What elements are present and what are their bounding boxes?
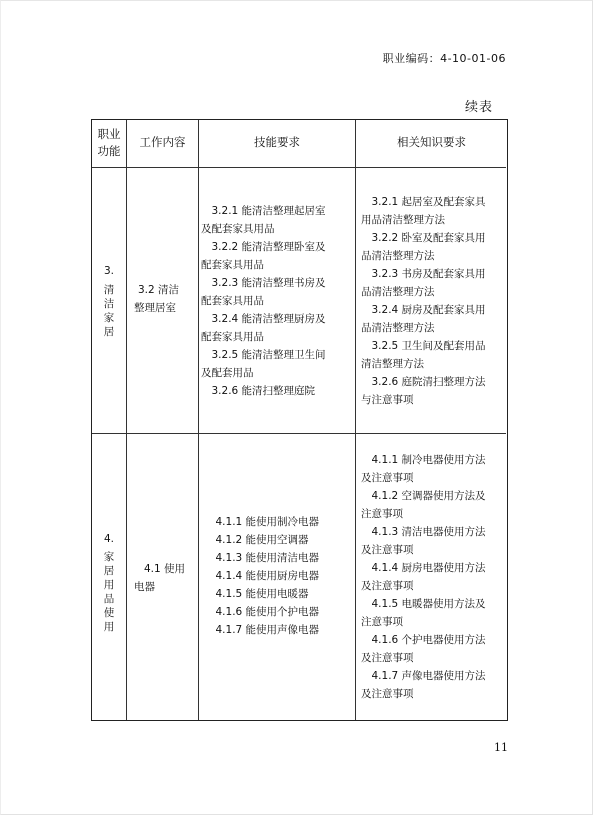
knowledge-line: 注意事项 xyxy=(361,508,403,520)
work-content-line: 整理居室 xyxy=(134,302,176,314)
skill-line: 及配套家具用品 xyxy=(201,223,275,235)
work-content-line: 电器 xyxy=(134,581,155,593)
function-name: 家居用品使用 xyxy=(103,551,115,633)
column-divider xyxy=(355,120,356,720)
knowledge-line: 与注意事项 xyxy=(361,394,414,406)
skill-line: 配套家具用品 xyxy=(201,331,264,343)
skill-line: 4.1.4 能使用厨房电器 xyxy=(205,570,320,582)
occupation-code: 职业编码：4-10-01-06 xyxy=(382,52,506,65)
skill-line: 3.2.2 能清洁整理卧室及 xyxy=(201,241,326,253)
skill-line: 3.2.1 能清洁整理起居室 xyxy=(201,205,326,217)
skill-line: 3.2.4 能清洁整理厨房及 xyxy=(201,313,326,325)
header-divider xyxy=(92,167,506,168)
skill-line: 4.1.2 能使用空调器 xyxy=(205,534,309,546)
work-content-line: 3.2 清洁 xyxy=(138,284,180,296)
knowledge-line: 4.1.4 厨房电器使用方法 xyxy=(361,562,486,574)
skill-line: 4.1.1 能使用制冷电器 xyxy=(205,516,320,528)
skill-line: 配套家具用品 xyxy=(201,259,264,271)
function-number: 4. xyxy=(104,533,115,545)
work-content-line: 4.1 使用 xyxy=(144,563,186,575)
knowledge-line: 3.2.3 书房及配套家具用 xyxy=(361,268,486,280)
column-divider xyxy=(126,120,127,720)
knowledge-line: 注意事项 xyxy=(361,616,403,628)
skill-line: 3.2.5 能清洁整理卫生间 xyxy=(201,349,326,361)
knowledge-line: 及注意事项 xyxy=(361,544,414,556)
requirements-table xyxy=(91,119,508,721)
skill-line: 4.1.5 能使用电暖器 xyxy=(205,588,309,600)
knowledge-line: 3.2.1 起居室及配套家具 xyxy=(361,196,486,208)
skill-line: 配套家具用品 xyxy=(201,295,264,307)
page-number: 11 xyxy=(494,741,508,754)
knowledge-line: 品清洁整理方法 xyxy=(361,286,435,298)
skill-line: 4.1.3 能使用清洁电器 xyxy=(205,552,320,564)
header-work-content: 工作内容 xyxy=(139,135,186,149)
knowledge-line: 用品清洁整理方法 xyxy=(361,214,445,226)
header-knowledge: 相关知识要求 xyxy=(397,135,466,149)
skill-line: 4.1.7 能使用声像电器 xyxy=(205,624,320,636)
header-skills: 技能要求 xyxy=(254,135,300,149)
knowledge-line: 品清洁整理方法 xyxy=(361,322,435,334)
row-divider xyxy=(92,433,506,434)
function-number: 3. xyxy=(104,265,115,277)
knowledge-line: 及注意事项 xyxy=(361,688,414,700)
knowledge-line: 4.1.6 个护电器使用方法 xyxy=(361,634,486,646)
skill-line: 及配套用品 xyxy=(201,367,254,379)
knowledge-line: 清洁整理方法 xyxy=(361,358,424,370)
knowledge-line: 及注意事项 xyxy=(361,580,414,592)
skill-line: 3.2.6 能清扫整理庭院 xyxy=(201,385,316,397)
header-function: 职业 功能 xyxy=(97,127,121,158)
knowledge-line: 4.1.5 电暖器使用方法及 xyxy=(361,598,486,610)
knowledge-line: 3.2.5 卫生间及配套用品 xyxy=(361,340,486,352)
function-name: 清洁家居 xyxy=(103,284,115,338)
skill-line: 4.1.6 能使用个护电器 xyxy=(205,606,320,618)
knowledge-line: 4.1.2 空调器使用方法及 xyxy=(361,490,486,502)
knowledge-line: 4.1.7 声像电器使用方法 xyxy=(361,670,486,682)
knowledge-line: 4.1.1 制冷电器使用方法 xyxy=(361,454,486,466)
knowledge-line: 及注意事项 xyxy=(361,472,414,484)
knowledge-line: 3.2.6 庭院清扫整理方法 xyxy=(361,376,486,388)
knowledge-line: 4.1.3 清洁电器使用方法 xyxy=(361,526,486,538)
column-divider xyxy=(198,120,199,720)
skill-line: 3.2.3 能清洁整理书房及 xyxy=(201,277,326,289)
continued-label: 续表 xyxy=(464,100,493,115)
knowledge-line: 品清洁整理方法 xyxy=(361,250,435,262)
knowledge-line: 3.2.2 卧室及配套家具用 xyxy=(361,232,486,244)
knowledge-line: 3.2.4 厨房及配套家具用 xyxy=(361,304,486,316)
knowledge-line: 及注意事项 xyxy=(361,652,414,664)
